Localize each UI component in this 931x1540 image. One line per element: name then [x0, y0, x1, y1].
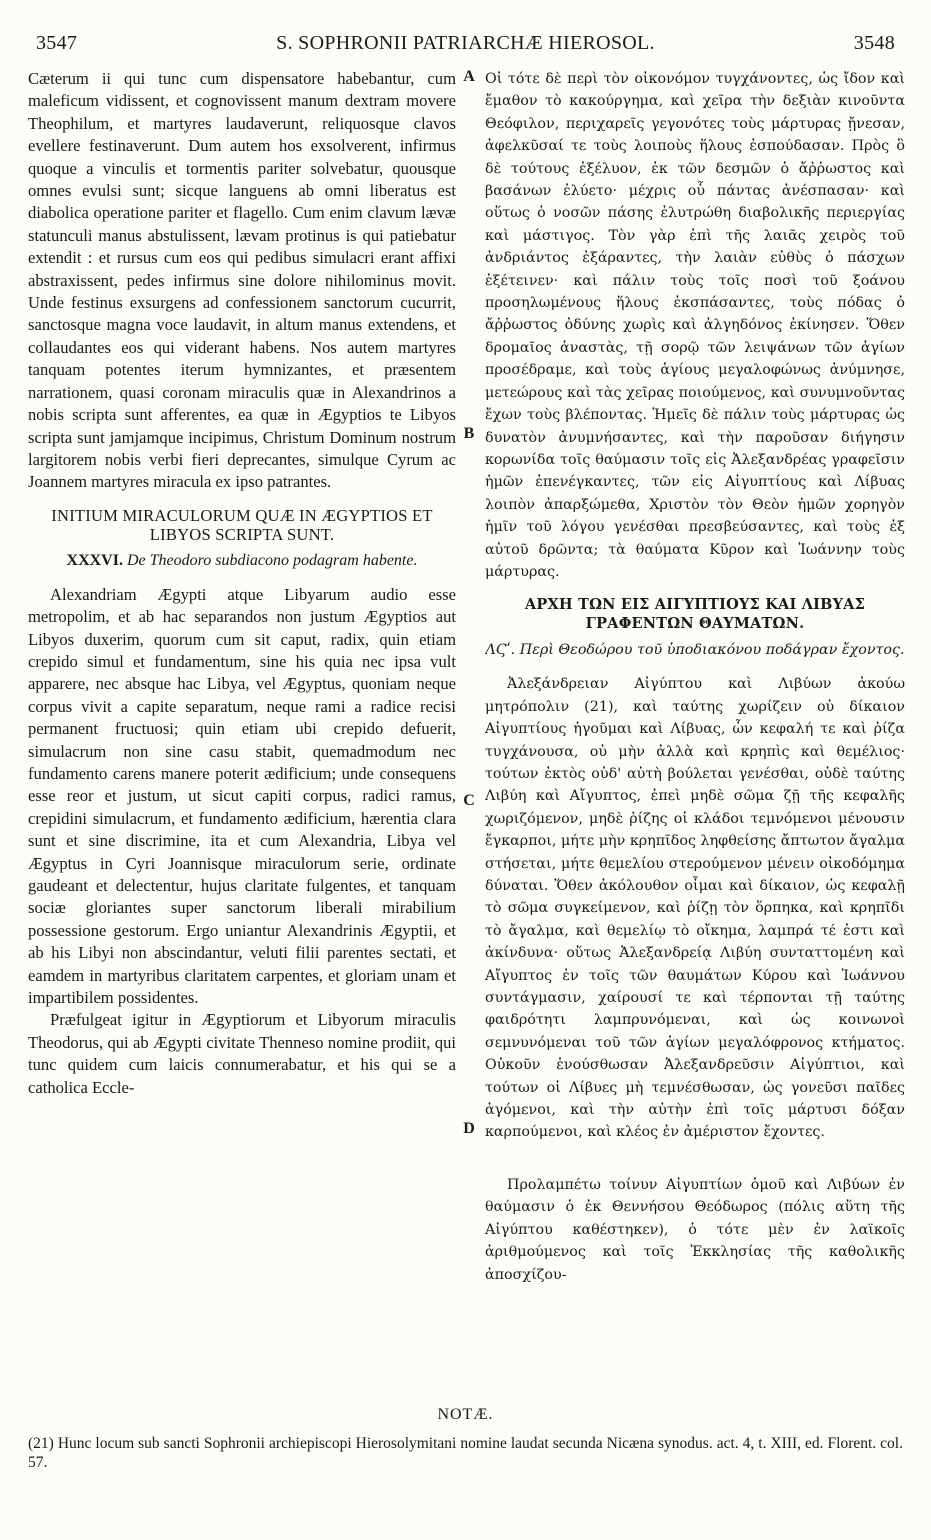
footnotes	[28, 1406, 903, 1472]
page-number-right: 3548	[853, 32, 895, 54]
latin-paragraph-1: Cæterum ii qui tunc cum dispensatore habebantur, cum maleficum vidissent, et cognovissent manum dextram movere Theophilum, et martyres laudaverunt, reliquosque clavos evellere festinaverunt. Dum autem hos exsolverent, infirmus quoque a vinculis et tormentis pariter solvebatur, quousque omnes evulsi sunt; sicque languens ab omni liberatus est diabolica operatione pariter et flagello. Cum enim clavum lævæ statunculi manus abstulissent, lævam protinus is qui patiebatur extendit : et rursus cum eos qui pedibus simulacri erant affixi abstraxissent, pedes infirmus sine dolore nihilominus movit. Unde festinus exsurgens ad confessionem sanctorum cucurrit, sanctosque magna voce laudavit, in altum manus extendens, et collaudantes eos qui viderant habens. Nos autem martyres tanquam potentes iterum hymnizantes, et præsentem narrationem, quasi coronam miraculis quæ in Alexandrinos a nobis scripta sunt afferentes, ea quæ in Ægyptios te Libyos scripta sunt jamjamque incipimus, Christum Dominum nostrum largitorem nobis verbi fieri deprecantes, simulque Cyrum ac Joannem martyres miracula ex ipso patrantes.	[28, 69, 456, 492]
margin-marker-c: C	[463, 792, 475, 809]
latin-chapter-title: De Theodoro subdiacono podagram habente.	[126, 551, 418, 569]
greek-paragraph-3: Προλαμπέτω τοίνυν Αἰγυπτίων ὁμοῦ καὶ Λιβύων ἐν θαύμασιν ὁ ἐκ Θεννήσου Θεόδωρος (πόλις αὕτη τῆς Αἰγύπτου καθέστηκεν), ὁ τότε μὲν ἐν λαϊκοῖς ἀριθμούμενος καὶ τοῖς Ἐκκλησίας τῆς καθολικῆς ἀποσχίζου-	[485, 1176, 905, 1283]
greek-paragraph-1: Οἱ τότε δὲ περὶ τὸν οἰκονόμον τυγχάνοντες, ὡς ἴδον καὶ ἔμαθον τὸ κακούργημα, καὶ χεῖρα τὴν δεξιὰν κινοῦντα Θεόφιλον, περιχαρεῖς γεγονότες τοὺς μάρτυρας ᾔνεσαν, ἀφελκῦσαί τε τοὺς λοιποὺς ἥλους ἐσπούδασαν. Πρὸς ὃ δὲ τούτους ἐξέλυον, ἐκ τῶν δεσμῶν ὁ ἄῤῥωστος καὶ βασάνων ἐλύετο· μέχρις οὗ πάντας ἀνέσπασαν· καὶ οὕτως ὁ νοσῶν πάσης ἐλυτρώθη διαβολικῆς περιεργίας καὶ μάστιγος. Τὸν γὰρ ἐπὶ τῆς λαιᾶς χειρὸς τοῦ ἀνδριάντος ἐξάραντες, τὴν λαιὰν εὐθὺς ὁ πάσχων ἐξέτεινεν· καὶ πάλιν τοὺς τοῖς ποσὶ τοῦ ξοάνου προσηλωμένους ἥλους ἐκσπάσαντες, τοὺς πόδας ὁ ἄῤῥωστος ὀδύνης χωρὶς καὶ ἀλγηδόνος ἐκίνησεν. Ὅθεν δρομαῖος ἀναστὰς, τῇ σορῷ τῶν λειψάνων τῶν ἁγίων προσέδραμε, καὶ τοὺς ἁγίους μεγαλοφώνως ἀνύμνησε, μετεώρους καὶ τὰς χεῖρας ποιούμενος, καὶ συνυμνοῦντας ἔχων τοὺς βλέποντας. Ἡμεῖς δὲ πάλιν τοὺς μάρτυρας ὡς δυνατὸν ἀνυμνήσαντες, καὶ τὴν παροῦσαν διήγησιν κορωνίδα τοῖς θαύμασιν τοῖς εἰς Ἀλεξανδρέας γραφεῖσιν ἡμῶν ἐπενέγκαντες, τῶν εἰς Αἰγυπτίους καὶ Λίβυας λοιπὸν ἀπαρξώμεθα, Χριστὸν τὸν Θεὸν ἡμῶν χορηγὸν ἡμῖν τοῦ λόγου γενέσθαι πρεσβεύσαντες, καὶ τοὺς ἐξ αὐτοῦ δρῶντα; τὰ θαύματα Κῦρον καὶ Ἰωάννην τοὺς μάρτυρας.	[485, 71, 905, 580]
latin-section-title: INITIUM MIRACULORUM QUÆ IN ÆGYPTIOS ET LIBYOS SCRIPTA SUNT.	[51, 505, 433, 544]
page-number-left: 3547	[36, 32, 78, 54]
latin-paragraph-2: Alexandriam Ægypti atque Libyarum audio esse metropolim, et ab hac separandos non justum Ægyptios aut Libyos duxerim, quorum cum sit caput, radix, quin etiam crepido simul et fundamentum, sine his quia nec ipsa vult apparere, nec absque hac Libya, vel Ægyptus, quoniam neque corpus vivit a capite separatum, neque rami a radice recisi permanent fructuosi; quin etiam ubi crepido defuerit, simulacrum non sine casu stabit, quemadmodum nec fundamento carens manere poterit ædificium; unde consequens esse reor et justum, ut sicut capiti corpus, radici ramus, crepidini simulacrum, et fundamento ædificium, hærentia clara sunt et sine discrimine, ita et cum Alexandria, Libya vel Ægyptus in Cyri Joannisque miraculorum serie, ordinate gaudeant et delectentur, hujus claritate fulgentes, et tanquam sociæ gloriantes super sanctorum liberali mirabilium possessione gestorum. Ergo uniantur Alexandrinis Ægyptii, et ab his Libyi non abscindantur, veluti filii parentes sectati, et eamdem in martyribus claritatem carpentes, et gloriam unam et impartibilem possidentes.	[28, 584, 456, 1008]
latin-chapter-number: XXXVI.	[66, 551, 123, 569]
greek-section-title: ΑΡΧΗ ΤΩΝ ΕΙΣ ΑΙΓΥΠΤΙΟΥΣ ΚΑΙ ΛΙΒΥΑΣ ΓΡΑΦΕΝΤΩΝ ΘΑΥΜΑΤΩΝ.	[524, 596, 866, 633]
margin-marker-d: D	[463, 1120, 475, 1137]
margin-marker-b: B	[463, 425, 475, 442]
running-title: S. SOPHRONII PATRIARCHÆ HIEROSOL.	[276, 32, 655, 54]
latin-column	[28, 68, 456, 1099]
page-header	[36, 32, 895, 60]
greek-chapter-title: ΛϚʹ. Περὶ Θεοδώρου τοῦ ὑποδιακόνου ποδάγραν ἔχοντος.	[485, 642, 905, 659]
latin-chapter-heading	[28, 552, 456, 570]
latin-paragraph-3: Præfulgeat igitur in Ægyptiorum et Libyorum miraculis Theodorus, qui ab Ægypti civitate Thenneso nomine prodiit, qui tunc quidem cum laicis connumerabatur, et his qui se a catholica Eccle-	[28, 1010, 456, 1097]
margin-marker-a: A	[463, 68, 475, 85]
notae-heading: NOTÆ.	[437, 1406, 494, 1423]
greek-paragraph-2: Ἀλεξάνδρειαν Αἰγύπτου καὶ Λιβύων ἀκούω μητρόπολιν (21), καὶ ταύτης χωρίζειν οὐ δίκαιον Αἰγυπτίους ἡγοῦμαι καὶ Λίβυας, ὧν κεφαλή τε καὶ ῥίζα τυγχάνουσα, οὐ μὴν ἀλλὰ καὶ κρηπὶς καὶ θεμέλιος· τούτων ἐκτὸς οὐδ' αὐτὴ βούλεται γενέσθαι, οὐδὲ ταύτης Λιβύη καὶ Αἴγυπτος, ἐπεὶ μηδὲ σῶμα ζῇ τῆς κεφαλῆς χωριζόμενον, μηδὲ ῥίζης οἱ κλάδοι τεμνόμενοι μένουσιν ἔγκαρποι, μήτε μὴν κρηπῖδος ληφθείσης ἄπτωτον ἄγαλμα στήσεται, μήτε θεμελίου στερούμενον μένειν οἰκοδόμημα δύναται. Ὅθεν ἀκόλουθον οἶμαι καὶ δίκαιον, ὡς κεφαλῇ τὸ σῶμα συγκείμενον, καὶ ῥίζῃ τὸν ὅρπηκα, καὶ κρηπῖδι τὸ ἄγαλμα, καὶ θεμελίῳ τὸ οἴκημα, λαμπρά τέ ἐστι καὶ ἀκίνδυνα· οὕτως Ἀλεξανδρείᾳ Λιβύη συνταττομένη καὶ Αἴγυπτος ἐν τοῖς τῶν θαυμάτων Κύρου καὶ Ἰωάννου συντάγμασιν, χαίρουσί τε καὶ τέρπονται τῇ ταύτης φαιδρότητι λαμπρυνόμεναι, καὶ ὡς κοινωνοὶ σεμνυνόμεναι τοῦ τῶν ἁγίων μεγαλόφρονος κτήματος. Οὐκοῦν ἑνούσθωσαν Ἀλεξανδρεῦσιν Αἰγύπτιοι, καὶ τούτων οἱ Λίβυες μὴ τεμνέσθωσαν, ὡς γονεῦσι παῖδες ἀγόμενοι, καὶ τὴν αὐτὴν ἐπὶ τοῖς μάρτυσι δόξαν καρπούμενοι, καὶ κλέος ἐν ἀμέριστον ἔχοντες.	[485, 676, 905, 1141]
footnote-21: (21) Hunc locum sub sancti Sophronii archiepiscopi Hierosolymitani nomine laudat secunda Nicæna synodus. act. 4, t. XIII, ed. Florent. col. 57.	[28, 1435, 903, 1471]
greek-column	[485, 68, 905, 1286]
